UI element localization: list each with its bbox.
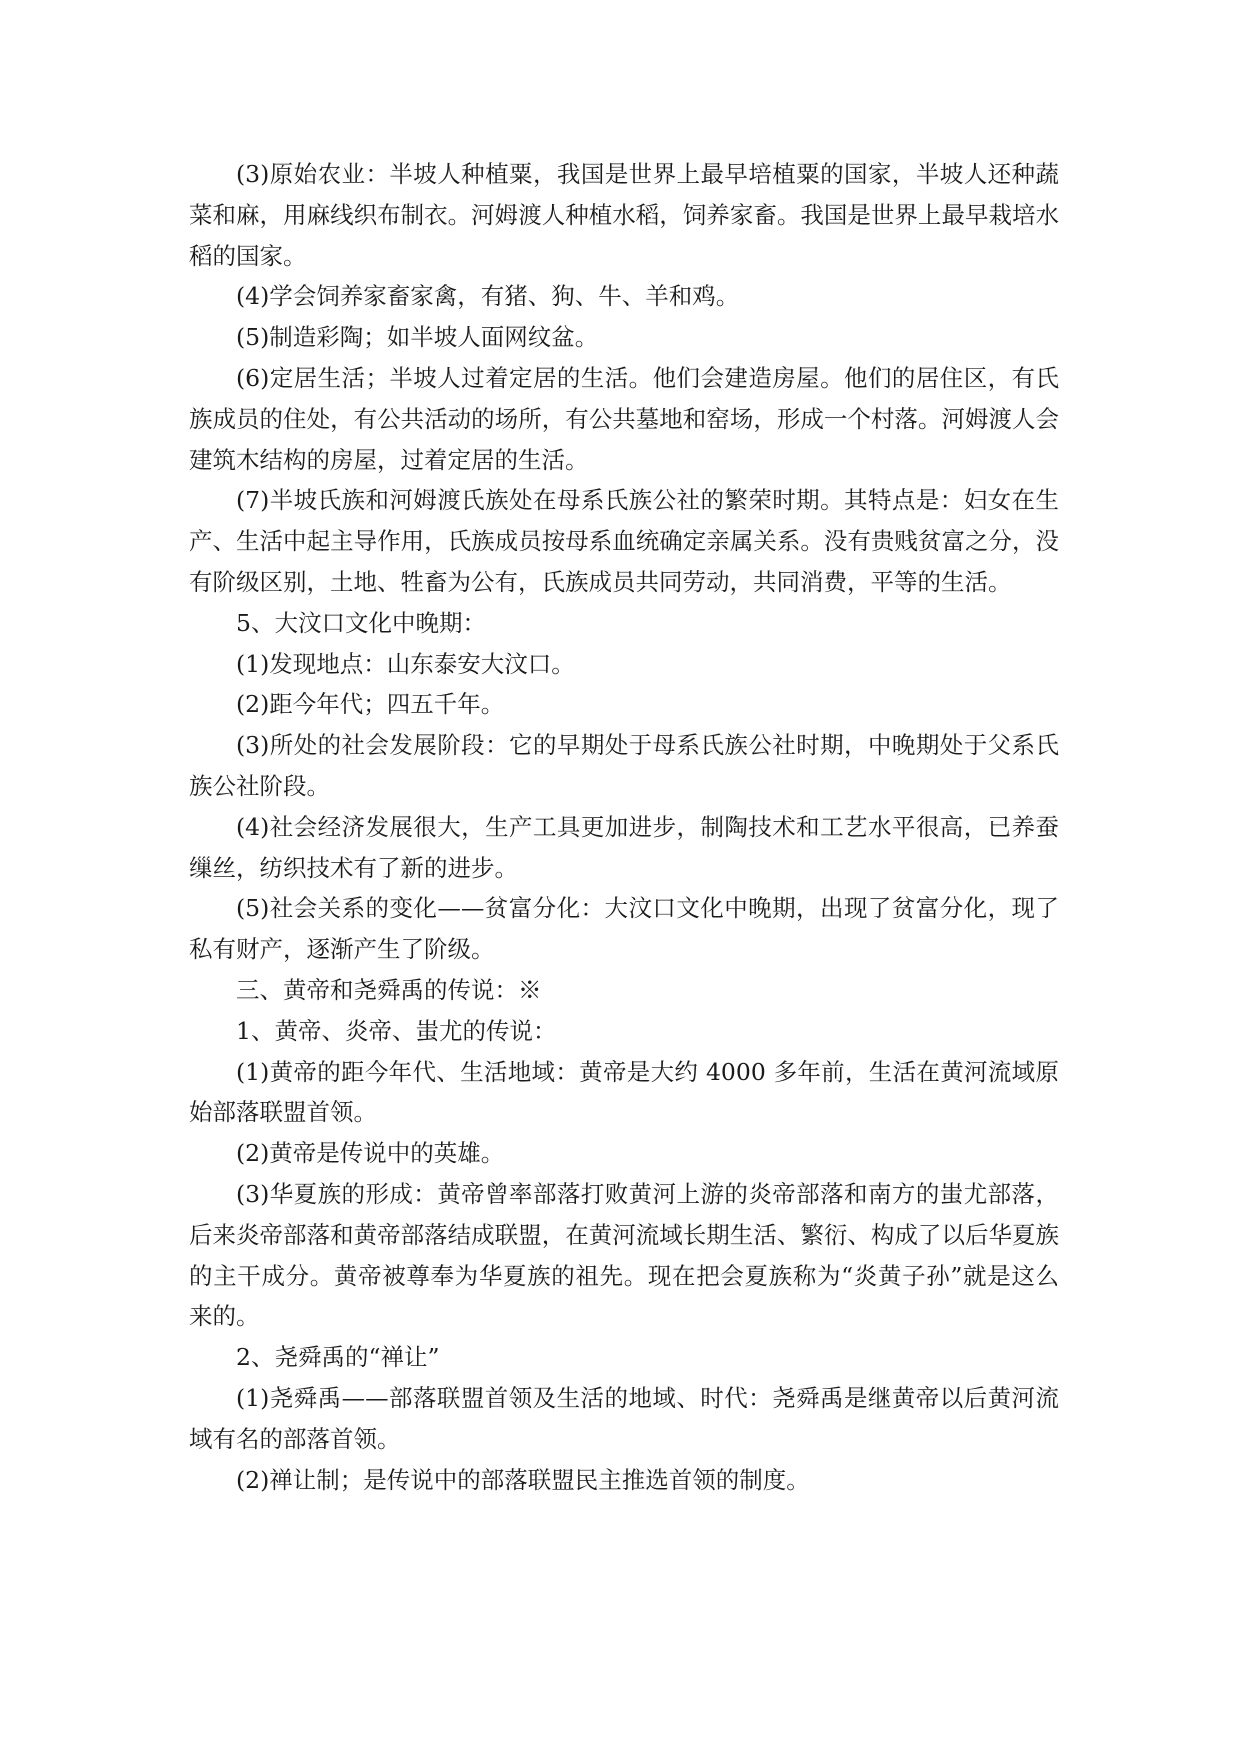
paragraph-settled-life: (6)定居生活；半坡人过着定居的生活。他们会建造房屋。他们的居住区，有氏族成员的住处，有公共活动的场所，有公共墓地和窑场，形成一个村落。河姆渡人会建筑木结构的房屋，过着定居的生活。 (189, 363, 1059, 474)
subheading-abdication: 2、尧舜禹的“禅让” (236, 1343, 440, 1372)
document-body (189, 154, 1059, 1500)
subheading-huangdi-yandi-chiyou: 1、黄帝、炎帝、蚩尤的传说： (236, 1016, 557, 1045)
paragraph-huaxia-formation: (3)华夏族的形成：黄帝曾率部落打败黄河上游的炎帝部落和南方的蚩尤部落，后来炎帝部落和黄帝部落结成联盟，在黄河流域长期生活、繁衍、构成了以后华夏族的主干成分。黄帝被尊奉为华夏族的祖先。现在把会夏族称为“炎黄子孙”就是这么来的。 (189, 1179, 1059, 1331)
paragraph-huangdi-era: (1)黄帝的距今年代、生活地域：黄帝是大约 4000 多年前，生活在黄河流域原始部落联盟首领。 (189, 1057, 1059, 1127)
paragraph-yao-shun-yu: (1)尧舜禹——部落联盟首领及生活的地域、时代：尧舜禹是继黄帝以后黄河流域有名的部落首领。 (189, 1383, 1059, 1453)
paragraph-painted-pottery: (5)制造彩陶；如半坡人面网纹盆。 (236, 323, 599, 352)
paragraph-matriarchal-society: (7)半坡氏族和河姆渡氏族处在母系氏族公社的繁荣时期。其特点是：妇女在生产、生活中起主导作用，氏族成员按母系血统确定亲属关系。没有贵贱贫富之分，没有阶级区别，土地、牲畜为公有，氏族成员共同劳动，共同消费，平等的生活。 (189, 486, 1059, 596)
paragraph-primitive-agriculture: (3)原始农业：半坡人种植粟，我国是世界上最早培植粟的国家，半坡人还种蔬菜和麻，用麻线织布制衣。河姆渡人种植水稻，饲养家畜。我国是世界上最早栽培水稻的国家。 (189, 160, 1059, 270)
section-heading-dawenkou: 5、大汶口文化中晚期： (236, 608, 486, 637)
paragraph-discovery-site: (1)发现地点：山东泰安大汶口。 (236, 649, 575, 678)
paragraph-economy: (4)社会经济发展很大，生产工具更加进步，制陶技术和工艺水平很高，已养蚕缫丝，纺织技术有了新的进步。 (189, 812, 1059, 882)
paragraph-livestock: (4)学会饲养家畜家禽，有猪、狗、牛、羊和鸡。 (236, 282, 740, 311)
paragraph-social-stage: (3)所处的社会发展阶段：它的早期处于母系氏族公社时期，中晚期处于父系氏族公社阶段。 (189, 731, 1059, 800)
paragraph-age: (2)距今年代；四五千年。 (236, 690, 505, 719)
section-heading-legends: 三、黄帝和尧舜禹的传说：※ (236, 975, 542, 1004)
paragraph-wealth-division: (5)社会关系的变化——贫富分化：大汶口文化中晚期，出现了贫富分化，现了私有财产，逐渐产生了阶级。 (189, 894, 1059, 964)
paragraph-abdication-system: (2)禅让制；是传说中的部落联盟民主推选首领的制度。 (236, 1465, 810, 1494)
paragraph-huangdi-hero: (2)黄帝是传说中的英雄。 (236, 1139, 505, 1168)
